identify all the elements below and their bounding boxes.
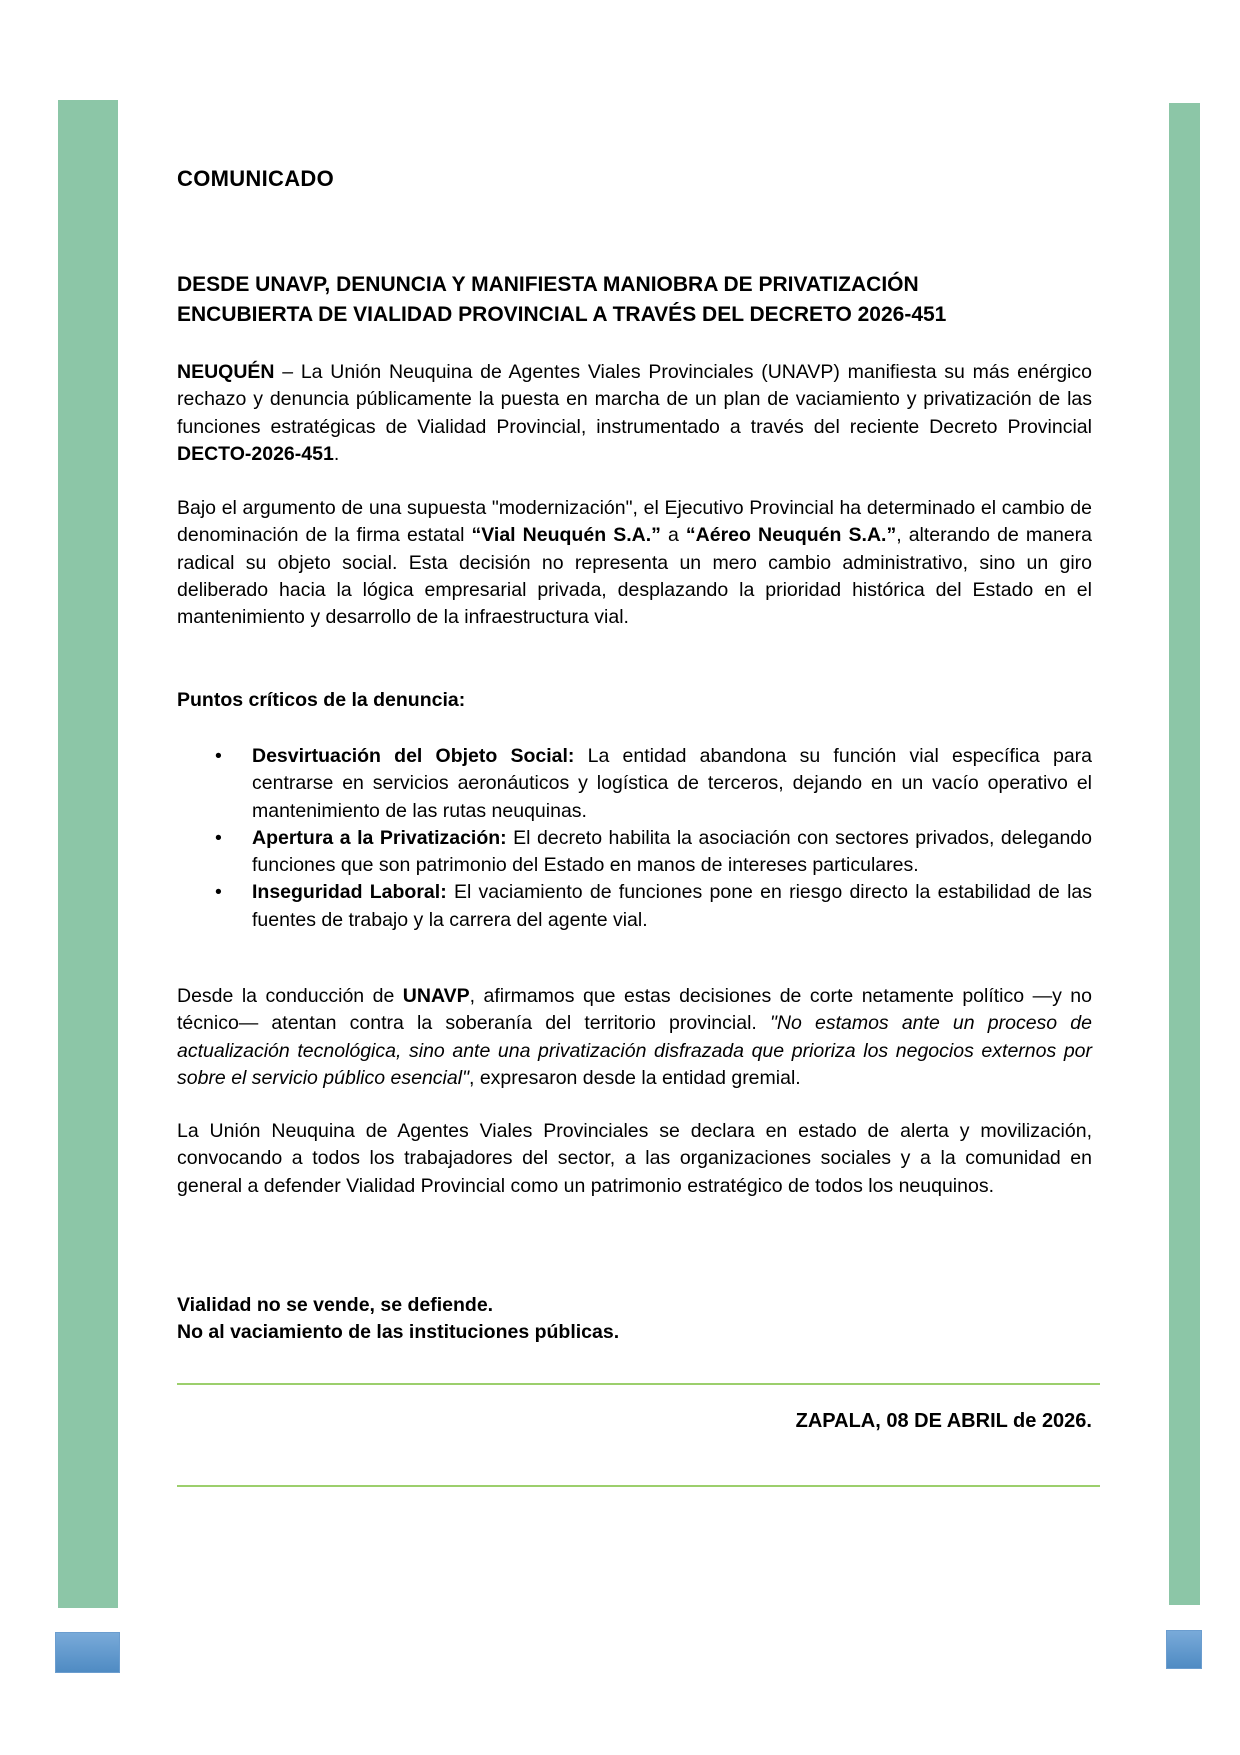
old-company-name: “Vial Neuquén S.A.” [471, 524, 661, 547]
paragraph-context: Bajo el argumento de una supuesta "modernización", el Ejecutivo Provincial ha determinado el cambio de denominación de la firma estatal “Vial Neuquén S.A.” a “Aéreo Neuquén S.A.”, alterando de manera radical su objeto social. Esta decisión no representa un mero cambio administrativo, sino un giro deliberado hacia la lógica empresarial privada, desplazando la prioridad histórica del Estado en el mantenimiento y desarrollo de la infraestructura vial. [177, 497, 1093, 629]
bullet-icon: • [215, 881, 222, 904]
slogan-line-2: No al vaciamiento de las instituciones públicas. [177, 1321, 620, 1344]
list-item: • Desvirtuación del Objeto Social: La entidad abandona su función vial específica para centrarse en servicios aeronáuticos y logística de terceros, dejando en un vacío operativo el mantenimiento de las rutas neuquinas. [215, 745, 1092, 822]
list-item: • Inseguridad Laboral: El vaciamiento de funciones pone en riesgo directo la estabilidad de las fuentes de trabajo y la carrera del agente vial. [215, 881, 1093, 931]
document-label: COMUNICADO [177, 166, 334, 191]
decree-number: DECTO-2026-451 [177, 442, 334, 465]
left-corner-square [55, 1632, 120, 1673]
paragraph-intro: NEUQUÉN – La Unión Neuquina de Agentes Viales Provinciales (UNAVP) manifiesta su más enérgico rechazo y denuncia públicamente la puesta en marcha de un plan de vaciamiento y privatización de las funciones estratégicas de Vialidad Provincial, instrumentado a través del reciente Decreto Provincial DECTO-2026-451. [177, 361, 1092, 465]
paragraph-call-to-action: La Unión Neuquina de Agentes Viales Provinciales se declara en estado de alerta y movilización, convocando a todos los trabajadores del sector, a las organizaciones sociales y a la comunidad en general a defender Vialidad Provincial como un patrimonio estratégico de todos los neuquinos. [177, 1120, 1092, 1197]
left-decorative-bar [58, 100, 118, 1608]
points-heading: Puntos críticos de la denuncia: [177, 689, 466, 711]
org-name: UNAVP [402, 985, 470, 1007]
critical-points-list [177, 743, 1092, 934]
headline-line-2: ENCUBIERTA DE VIALIDAD PROVINCIAL A TRAVÉS DEL DECRETO 2026-451 [177, 303, 947, 326]
headline [177, 270, 1092, 330]
divider-bottom [177, 1485, 1100, 1487]
new-company-name: “Aéreo Neuquén S.A.” [685, 524, 897, 547]
paragraph-statement: Desde la conducción de UNAVP, afirmamos que estas decisiones de corte netamente político —y no técnico— atentan contra la soberanía del territorio provincial. "No estamos ante un proceso de actualización tecnológica, sino ante una privatización disfrazada que prioriza los negocios externos por sobre el servicio público esencial", expresaron desde la entidad gremial. [177, 985, 1092, 1089]
headline-line-1: DESDE UNAVP, DENUNCIA Y MANIFIESTA MANIOBRA DE PRIVATIZACIÓN [177, 273, 919, 296]
right-decorative-bar [1169, 103, 1200, 1605]
right-corner-square [1166, 1630, 1202, 1669]
dateline-location: NEUQUÉN [177, 361, 275, 383]
slogan-line-1: Vialidad no se vende, se defiende. [177, 1294, 494, 1316]
bullet-icon: • [215, 745, 222, 767]
bullet-icon: • [215, 826, 222, 849]
divider-top [177, 1383, 1100, 1385]
slogan [177, 1292, 619, 1347]
date-line: ZAPALA, 08 DE ABRIL de 2026. [795, 1410, 1092, 1432]
quote: "No estamos ante un proceso de actualización tecnológica, sino ante una privatización disfrazada que prioriza los negocios externos por sobre el servicio público esencial" [177, 1012, 1092, 1089]
list-item: • Apertura a la Privatización: El decreto habilita la asociación con sectores privados, delegando funciones que son patrimonio del Estado en manos de intereses particulares. [215, 826, 1093, 877]
